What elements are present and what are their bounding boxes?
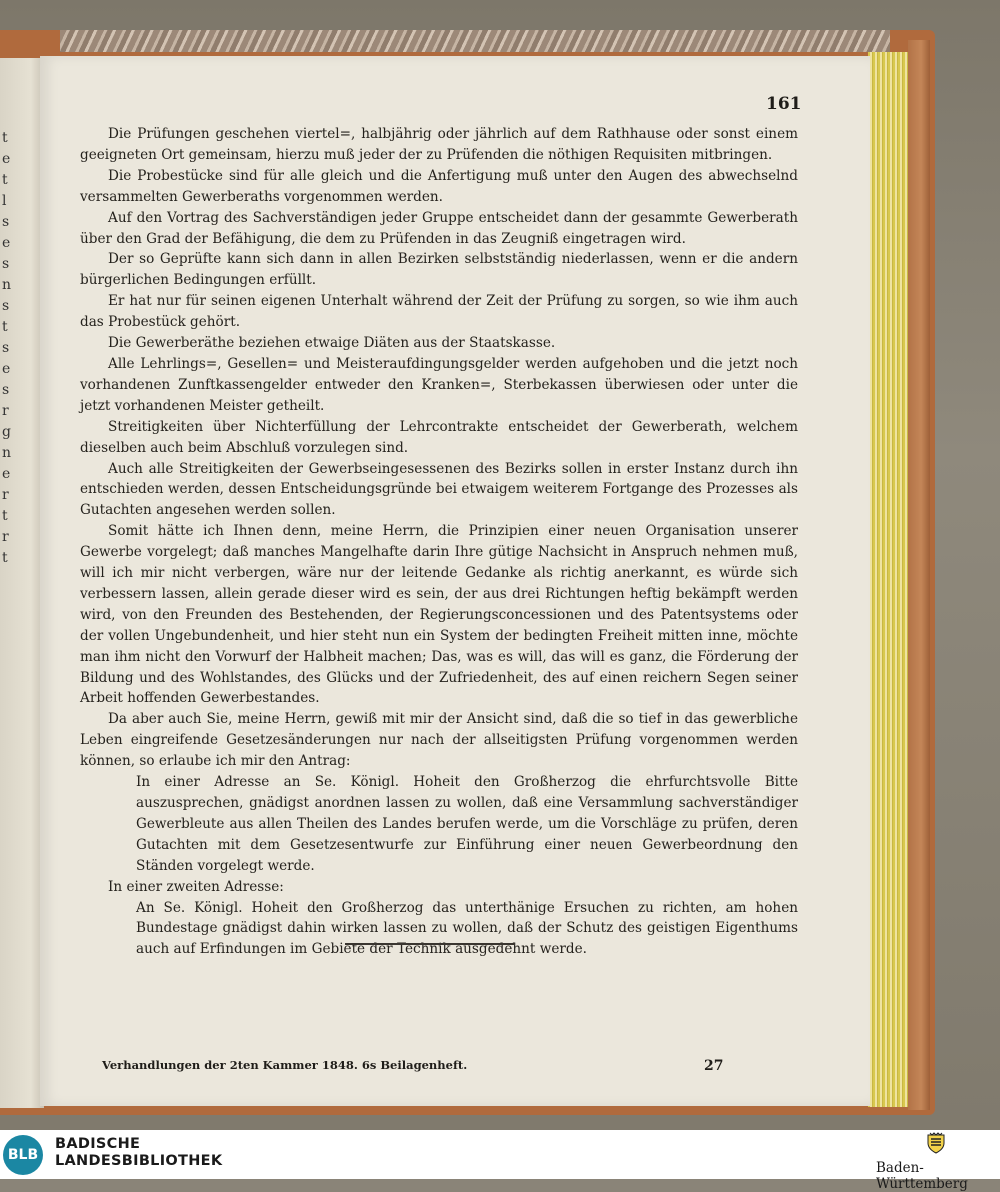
- left-page-letter: e: [2, 466, 11, 482]
- left-page-letter: s: [2, 214, 10, 230]
- coat-of-arms-icon: [926, 1132, 946, 1154]
- left-page-letter: r: [2, 529, 9, 545]
- left-page-edge: [0, 58, 44, 1108]
- left-page-letter: t: [2, 319, 8, 335]
- cover-edge: [908, 40, 930, 1110]
- left-page-letter: e: [2, 151, 11, 167]
- left-page-letter: n: [2, 277, 12, 293]
- left-page-letter: r: [2, 403, 9, 419]
- footer-title: Verhandlungen der 2ten Kammer 1848. 6s Beilagenheft.: [102, 1058, 468, 1072]
- page-text: [80, 124, 798, 960]
- left-page-letter: e: [2, 235, 11, 251]
- viewer-footer-bar: [0, 1130, 1000, 1192]
- partner-name[interactable]: Baden-Württemberg: [876, 1160, 968, 1192]
- left-page-letter: s: [2, 340, 10, 356]
- left-page-letter: s: [2, 382, 10, 398]
- paragraph: Die Prüfungen geschehen viertel=, halbjährig oder jährlich auf dem Rathhause oder sonst einem geeigneten Ort gemeinsam, hierzu muß jeder der zu Prüfenden die nöthigen Requisiten mitbringen.: [80, 126, 798, 163]
- paragraph: Der so Geprüfte kann sich dann in allen Bezirken selbstständig niederlassen, wenn er die andern bürgerlichen Bedingungen erfüllt.: [80, 251, 798, 289]
- closing-rule: [345, 943, 515, 945]
- left-page-letter: l: [2, 193, 7, 209]
- paragraph: Alle Lehrlings=, Gesellen= und Meisteraufdingungsgelder werden aufgehoben und die jetzt noch vorhandenen Zunftkassengelder entweder den Kranken=, Sterbekassen überwiesen oder unter die jetzt vorhandenen Meister getheilt.: [80, 355, 798, 414]
- paragraph: Da aber auch Sie, meine Herrn, gewiß mit mir der Ansicht sind, daß die so tief in das gewerbliche Leben eingreifende Gesetzesänderungen nur nach der allseitigsten Prüfung vorgenommen werden können, so erlaube ich mir den Antrag:: [80, 711, 798, 770]
- paragraph: Auch alle Streitigkeiten der Gewerbseingesessenen des Bezirks sollen in erster Instanz durch ihn entschieden werden, dessen Entscheidungsgründe bei etwaigem weiterem Fortgange des Prozesses als Gutachten angesehen werden sollen.: [80, 460, 798, 519]
- paragraph: Streitigkeiten über Nichterfüllung der Lehrcontrakte entscheidet der Gewerberath, welchem dieselben auch beim Abschluß vorzulegen sind.: [80, 418, 798, 456]
- left-page-letter: t: [2, 508, 8, 524]
- left-page-letter: n: [2, 445, 12, 461]
- left-page-letter: e: [2, 361, 11, 377]
- page-edges: [868, 52, 908, 1107]
- library-name-line2: LANDESBIBLIOTHEK: [55, 1153, 223, 1169]
- left-page-letter: r: [2, 487, 9, 503]
- motion-second: An Se. Königl. Hoheit den Großherzog das unterthänige Ersuchen zu richten, am hohen Bundestage gnädigst dahin wirken lassen zu wollen, daß der Schutz des geistigen Eigenthums auch auf Erfindungen im Gebiete der Technik ausgedehnt werde.: [136, 899, 798, 958]
- left-page-letter: s: [2, 256, 10, 272]
- left-page-letter: t: [2, 172, 8, 188]
- book-page: [40, 56, 870, 1106]
- paragraph: Die Probestücke sind für alle gleich und die Anfertigung muß unter den Augen des abwechselnd versammelten Gewerberaths vorgenommen werden.: [80, 167, 798, 205]
- left-page-letter: t: [2, 550, 8, 566]
- paragraph: Die Gewerberäthe beziehen etwaige Diäten aus der Staatskasse.: [108, 335, 556, 352]
- motion-second-intro: In einer zweiten Adresse:: [108, 878, 284, 895]
- blb-logo-icon[interactable]: BLB: [3, 1135, 43, 1175]
- paragraph: Auf den Vortrag des Sachverständigen jeder Gruppe entscheidet dann der gesammte Gewerberath über den Grad der Befähigung, die dem zu Prüfenden in das Zeugniß eingetragen wird.: [80, 209, 798, 247]
- motion-first: In einer Adresse an Se. Königl. Hoheit den Großherzog die ehrfurchtsvolle Bitte auszusprechen, gnädigst anordnen lassen zu wollen, daß eine Versammlung sachverständiger Gewerbleute aus allen Theilen des Landes berufen werde, um die Vorschläge zu prüfen, deren Gutachten mit dem Gesetzesentwurfe zur Einführung einer neuen Gewerbeordnung den Ständen vorgelegt werde.: [136, 774, 798, 874]
- page-number: 161: [766, 94, 802, 114]
- library-name[interactable]: [55, 1136, 222, 1170]
- signature-number: 27: [704, 1058, 724, 1074]
- left-page-letter: t: [2, 130, 8, 146]
- paragraph: Somit hätte ich Ihnen denn, meine Herrn, die Prinzipien einer neuen Organisation unserer Gewerbe vorgelegt; daß manches Mangelhafte darin Ihre gütige Nachsicht in Anspruch nehmen muß, will ich mir nicht verbergen, wäre nur der leitende Gedanke als richtig anerkannt, es würde sich verbessern lassen, allein gerade dieser wird es sein, der aus drei Richtungen heftig bekämpft werden wird, von den Freunden des Bestehenden, der Regierungsconcessionen und des Patentsystems oder der vollen Ungebundenheit, und hier steht nun ein System der bedingten Freiheit mitten inne, möchte man ihm nicht den Vorwurf der Halbheit machen; Das, was es will, das will es ganz, die Förderung der Bildung und des Wohlstandes, des Glücks und der Zufriedenheit, des auf einen reichern Segen seiner Arbeit hoffenden Gewerbestandes.: [80, 523, 798, 707]
- marbled-edge: [60, 30, 890, 52]
- left-page-letter: g: [2, 424, 11, 440]
- paragraph: Er hat nur für seinen eigenen Unterhalt während der Zeit der Prüfung zu sorgen, so wie ihm auch das Probestück gehört.: [80, 293, 798, 331]
- library-name-line1: BADISCHE: [55, 1136, 141, 1152]
- left-page-letter: s: [2, 298, 10, 314]
